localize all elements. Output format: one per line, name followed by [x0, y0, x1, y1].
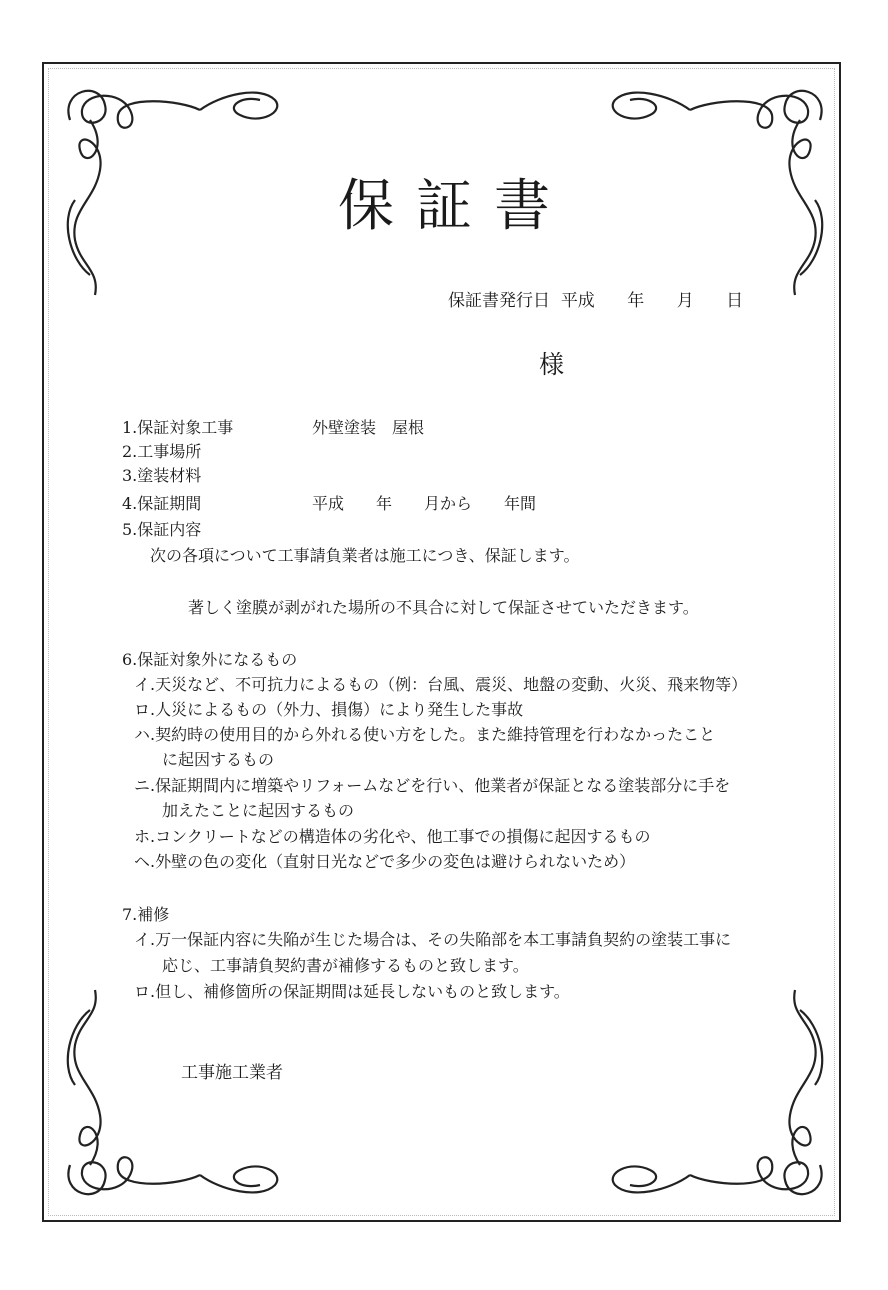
- issue-date-line: [448, 286, 743, 311]
- section-6-item-ha-line-1: ハ.契約時の使用目的から外れる使い方をした。また維持管理を行わなかったこと: [134, 725, 716, 744]
- document-title: 保証書: [338, 174, 572, 239]
- section-6-item-he: ヘ.外壁の色の変化（直射日光などで多少の変色は避けられないため）: [134, 852, 636, 871]
- issue-date-month-unit: 月: [676, 291, 694, 311]
- section-6-item-ni-line-1: ニ.保証期間内に増築やリフォームなどを行い、他業者が保証となる塗装部分に手を: [134, 776, 731, 795]
- section-7-item-ro: ロ.但し、補修箇所の保証期間は延長しないものと致します。: [134, 982, 570, 1001]
- section-7-label: 7.補修: [122, 905, 170, 924]
- section-7-item-i-line-2: 応じ、工事請負契約書が補修するものと致します。: [162, 956, 529, 975]
- section-6-item-ni-line-2: 加えたことに起因するもの: [162, 801, 355, 820]
- section-5-text-1: 次の各項について工事請負業者は施工につき、保証します。: [150, 546, 580, 565]
- section-1-label: 1.保証対象工事: [122, 418, 234, 437]
- section-1-value: 外壁塗装 屋根: [312, 418, 425, 437]
- section-6-item-ro: ロ.人災によるもの（外力、損傷）により発生した事故: [134, 700, 524, 719]
- section-6-label: 6.保証対象外になるもの: [122, 650, 298, 669]
- ornament-bottom-left: [60, 975, 300, 1205]
- issue-date-day-unit: 日: [726, 291, 744, 311]
- section-5-text-2: 著しく塗膜が剥がれた場所の不具合に対して保証させていただきます。: [188, 598, 699, 617]
- section-4-value: 平成 年 月から 年間: [312, 494, 537, 513]
- section-5-label: 5.保証内容: [122, 520, 202, 539]
- ornament-bottom-right: [590, 975, 830, 1205]
- issue-date-year-unit: 年: [627, 291, 645, 311]
- section-7-item-i-line-1: イ.万一保証内容に失陥が生じた場合は、その失陥部を本工事請負契約の塗装工事に: [134, 930, 732, 949]
- contractor-label: 工事施工業者: [181, 1063, 283, 1083]
- issue-date-era: 平成: [560, 291, 595, 311]
- section-3-label: 3.塗装材料: [122, 466, 202, 485]
- issue-date-label: 保証書発行日: [448, 291, 550, 311]
- section-6-item-ha-line-2: に起因するもの: [162, 750, 275, 769]
- section-6-item-i: イ.天災など、不可抗力によるもの（例：台風、震災、地盤の変動、火災、飛来物等）: [134, 675, 748, 694]
- section-2-label: 2.工事場所: [122, 442, 202, 461]
- addressee-suffix: 様: [539, 350, 565, 379]
- section-4-label: 4.保証期間: [122, 494, 202, 513]
- section-6-item-ho: ホ.コンクリートなどの構造体の劣化や、他工事での損傷に起因するもの: [134, 827, 651, 846]
